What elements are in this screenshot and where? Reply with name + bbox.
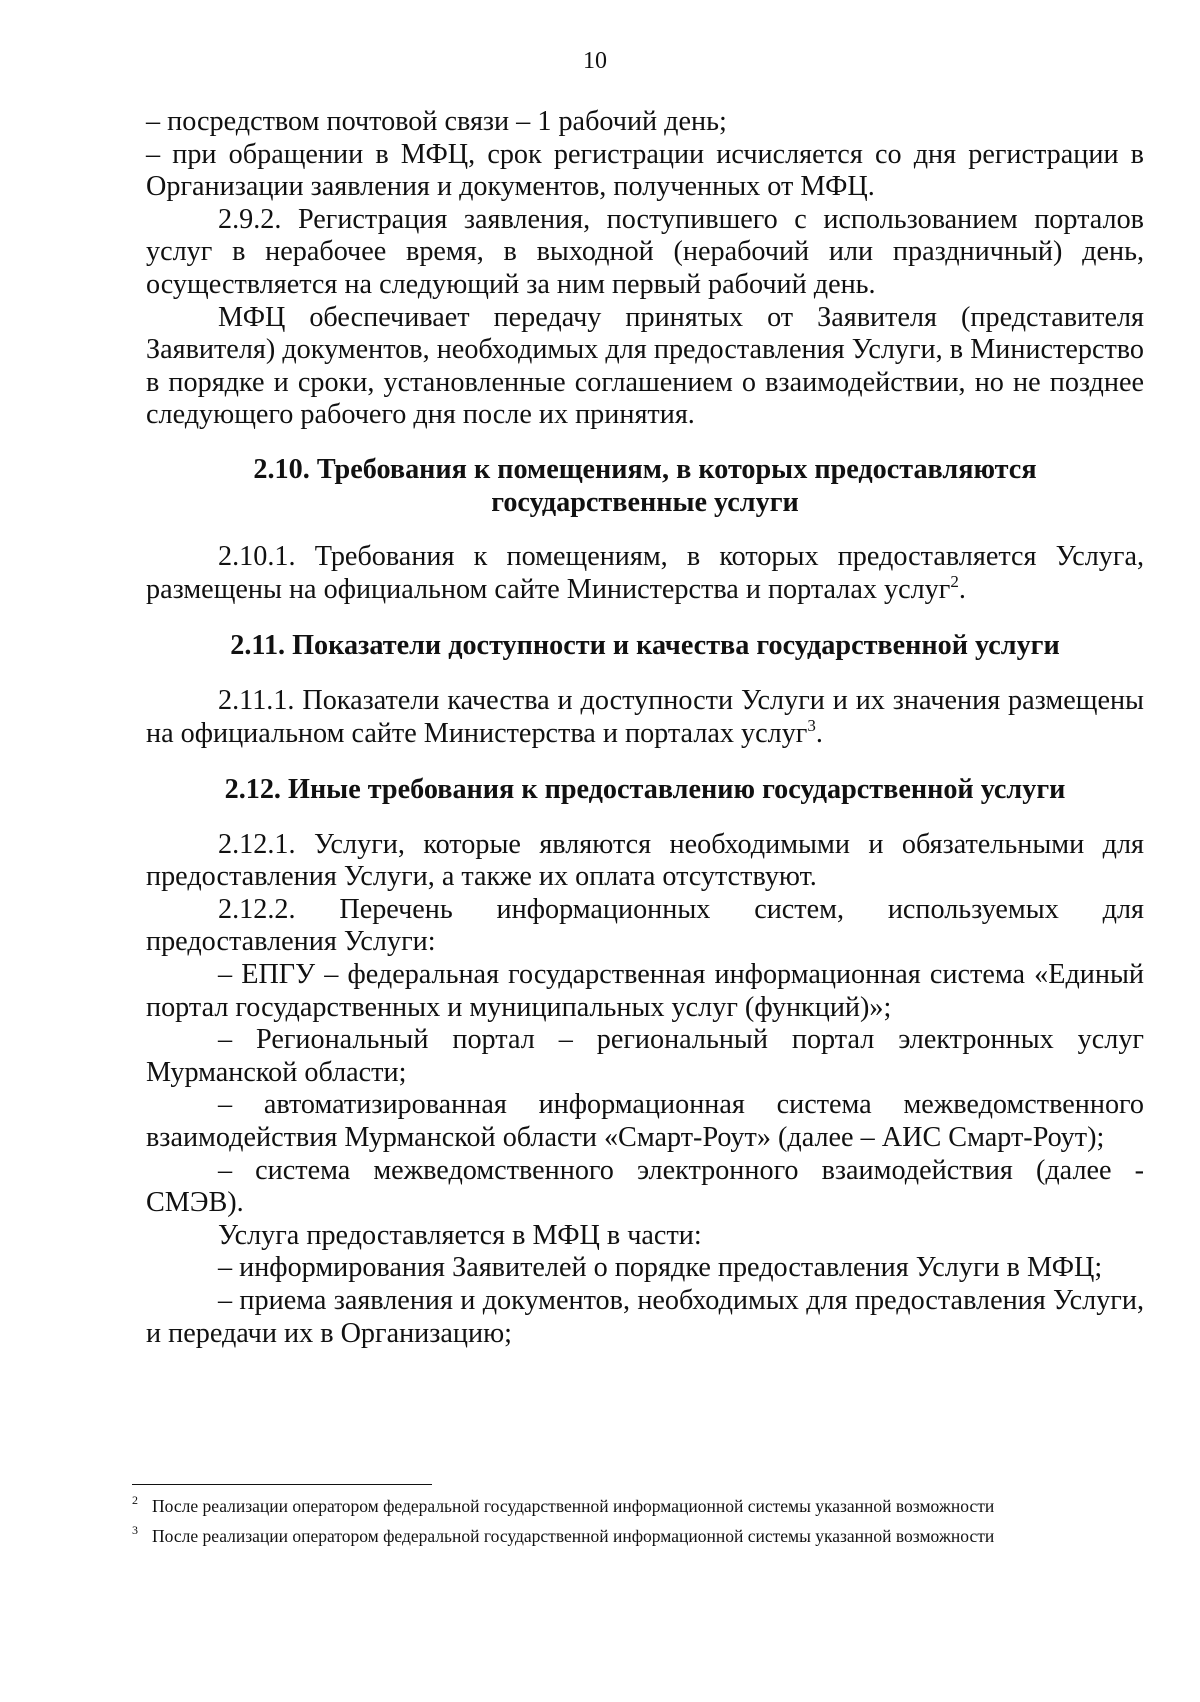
paragraph-2-12-2: 2.12.2. Перечень информационных систем, используемых для предоставления Услуги: (146, 893, 1144, 958)
list-item: – Региональный портал – региональный портал электронных услуг Мурманской области; (146, 1024, 1144, 1088)
paragraph: – при обращении в МФЦ, срок регистрации исчисляется со дня регистрации в Организации заявления и документов, полученных от МФЦ. (146, 138, 1144, 203)
footnote: $^3$ После реализации оператором федеральной государственной информационной системы указанной возможности (132, 1523, 995, 1546)
paragraph-2-10-1: 2.10.1. Требования к помещениям, в которых предоставляется Услуга, размещены на официальном сайте Министерства и порталах услуг$^2$. (146, 541, 1144, 605)
footnote-ref[interactable]: 2 (950, 571, 959, 591)
list-item: – ЕПГУ – федеральная государственная информационная система «Единый портал государственных и муниципальных услуг (функций)»; (146, 959, 1144, 1023)
paragraph: Услуга предоставляется в МФЦ в части: (218, 1219, 702, 1251)
section-heading-2-12: 2.12. Иные требования к предоставлению государственной услуги (224, 774, 1066, 806)
footnote-separator (132, 1484, 432, 1485)
paragraph: МФЦ обеспечивает передачу принятых от Заявителя (представителя Заявителя) документов, необходимых для предоставления Услуги, в Министерство в порядке и сроки, установленные соглашением о взаимодействии, но не позднее следующего рабочего дня после их принятия. (146, 301, 1144, 431)
section-heading-2-10: 2.10. Требования к помещениям, в которых предоставляются государственные услуги (253, 453, 1037, 518)
document-body (146, 106, 1144, 1350)
paragraph-2-12-1: 2.12.1. Услуги, которые являются необходимыми и обязательными для предоставления Услуги, а также их оплата отсутствуют. (146, 828, 1144, 893)
list-item: – система межведомственного электронного взаимодействия (далее - СМЭВ). (146, 1154, 1144, 1219)
list-item: – автоматизированная информационная система межведомственного взаимодействия Мурманской области «Смарт-Роут» (далее – АИС Смарт-Роут); (146, 1089, 1144, 1154)
paragraph: 2.9.2. Регистрация заявления, поступившего с использованием порталов услуг в нерабочее время, в выходной (нерабочий или праздничный) день, осуществляется на следующий за ним первый рабочий день. (146, 203, 1144, 300)
footnote-ref[interactable]: 3 (807, 715, 816, 735)
list-item: – приема заявления и документов, необходимых для предоставления Услуги, и передачи их в Организацию; (146, 1285, 1144, 1349)
paragraph-2-11-1: 2.11.1. Показатели качества и доступности Услуги и их значения размещены на официальном сайте Министерства и порталах услуг$^3$. (146, 684, 1144, 749)
page-number: 10 (583, 48, 607, 74)
paragraph: – посредством почтовой связи – 1 рабочий день; (146, 106, 727, 137)
footnotes (132, 1493, 1138, 1556)
footnote: $^2$ После реализации оператором федеральной государственной информационной системы указанной возможности (132, 1493, 995, 1516)
section-heading-2-11: 2.11. Показатели доступности и качества государственной услуги (230, 630, 1060, 662)
list-item: – информирования Заявителей о порядке предоставления Услуги в МФЦ; (218, 1252, 1103, 1284)
